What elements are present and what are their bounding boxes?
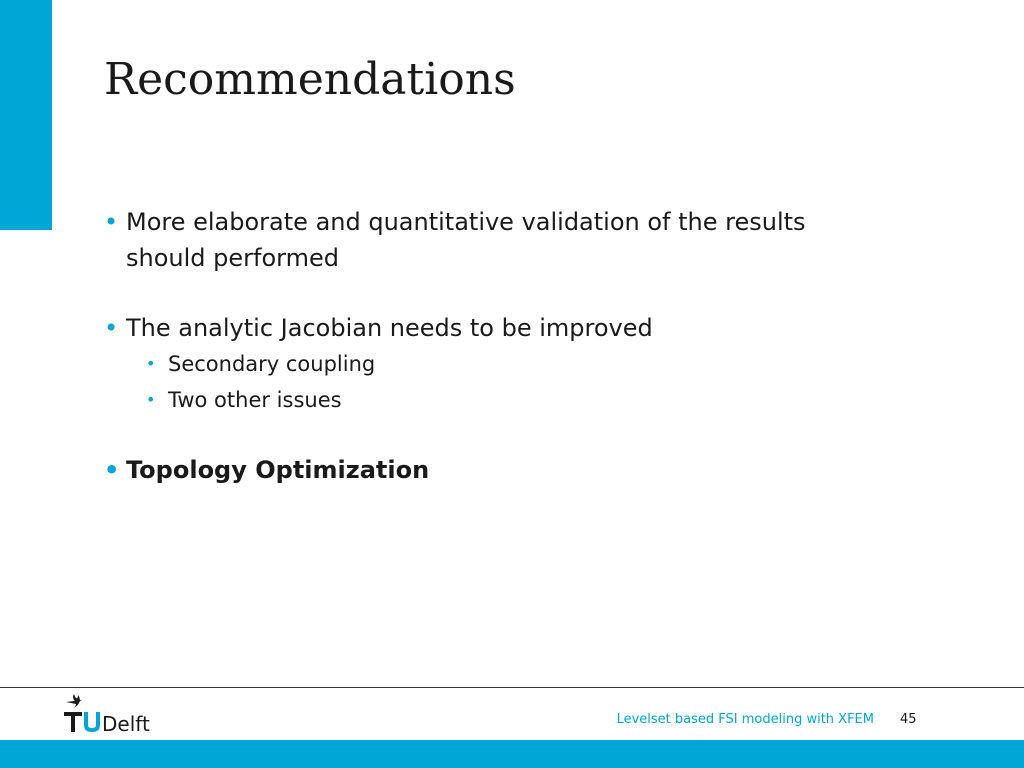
- bullet-dot-icon: •: [104, 208, 119, 236]
- footer-accent-stripe: [0, 740, 1024, 768]
- bullet-dot-icon: •: [104, 314, 119, 342]
- bullet-item: [104, 452, 864, 488]
- bullet-list: [104, 204, 864, 488]
- svg-text:Delft: Delft: [102, 712, 150, 736]
- sub-bullet-item: [104, 382, 864, 418]
- footer-caption: Levelset based FSI modeling with XFEM: [616, 712, 874, 727]
- sub-bullet-text: Secondary coupling: [168, 352, 376, 376]
- bullet-text: Topology Optimization: [126, 456, 430, 484]
- sub-bullet-dot-icon: •: [146, 390, 156, 409]
- tu-delft-logo: [62, 692, 172, 736]
- sub-bullet-text: Two other issues: [168, 388, 342, 412]
- bullet-text: More elaborate and quantitative validation of the results should performed: [126, 208, 806, 272]
- sub-bullet-list: [104, 346, 864, 418]
- accent-side-bar: [0, 0, 52, 230]
- sub-bullet-dot-icon: •: [146, 354, 156, 373]
- bullet-item: [104, 310, 864, 346]
- sub-bullet-item: [104, 346, 864, 382]
- bullet-item: [104, 204, 864, 276]
- footer-divider: [0, 687, 1024, 688]
- bullet-text: The analytic Jacobian needs to be improved: [126, 314, 653, 342]
- page-title: Recommendations: [104, 54, 516, 105]
- page-number: 45: [900, 712, 917, 727]
- bullet-dot-icon: •: [104, 456, 120, 484]
